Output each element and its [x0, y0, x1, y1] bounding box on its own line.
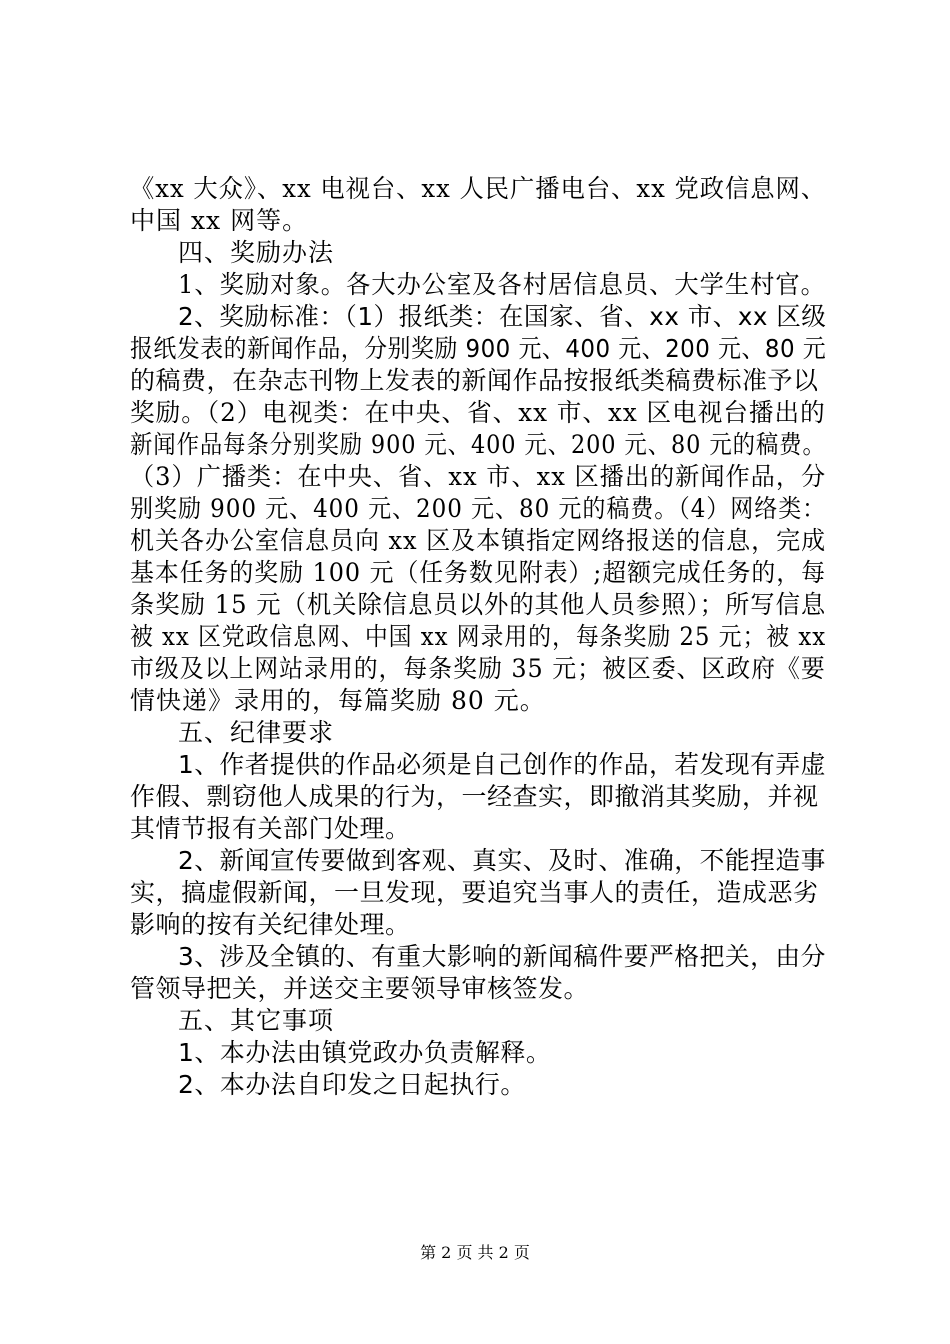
text-line: 的稿费，在杂志刊物上发表的新闻作品按报纸类稿费标准予以	[130, 366, 819, 395]
text-line: 2、本办法自印发之日起执行。	[178, 1070, 526, 1099]
text-line: 作假、剽窃他人成果的行为，一经查实，即撤消其奖励，并视	[130, 782, 819, 811]
page-number-footer: 第 2 页 共 2 页	[420, 1243, 530, 1262]
text-line: 被 xx 区党政信息网、中国 xx 网录用的，每条奖励 25 元；被 xx	[130, 622, 827, 651]
text-line: 1、本办法由镇党政办负责解释。	[178, 1038, 552, 1067]
text-line: 报纸发表的新闻作品，分别奖励 900 元、400 元、200 元、80 元	[130, 334, 827, 363]
text-line: 中国 xx 网等。	[130, 206, 309, 235]
section-heading: 五、纪律要求	[178, 718, 335, 747]
text-line: 奖励。（2）电视类：在中央、省、xx 市、xx 区电视台播出的	[130, 398, 826, 427]
text-line: 2、奖励标准：（1）报纸类：在国家、省、xx 市、xx 区级	[178, 302, 827, 331]
section-heading: 四、奖励办法	[178, 238, 335, 267]
text-line: （3）广播类：在中央、省、xx 市、xx 区播出的新闻作品，分	[130, 462, 827, 491]
text-line: 《xx 大众》、xx 电视台、xx 人民广播电台、xx 党政信息网、	[130, 174, 827, 203]
text-line: 1、奖励对象。各大办公室及各村居信息员、大学生村官。	[178, 270, 826, 299]
text-line: 机关各办公室信息员向 xx 区及本镇指定网络报送的信息，完成	[130, 526, 827, 555]
text-line: 市级及以上网站录用的，每条奖励 35 元；被区委、区政府《要	[130, 654, 826, 683]
text-line: 条奖励 15 元（机关除信息员以外的其他人员参照）；所写信息	[130, 590, 827, 619]
text-line: 管领导把关，并送交主要领导审核签发。	[130, 974, 590, 1003]
text-line: 情快递》录用的，每篇奖励 80 元。	[130, 686, 546, 715]
text-line: 2、新闻宣传要做到客观、真实、及时、准确，不能捏造事	[178, 846, 826, 875]
text-line: 影响的按有关纪律处理。	[130, 910, 411, 939]
text-line: 新闻作品每条分别奖励 900 元、400 元、200 元、80 元的稿费。	[130, 430, 826, 459]
text-line: 实，搞虚假新闻，一旦发现，要追究当事人的责任，造成恶劣	[130, 878, 819, 907]
text-line: 其情节报有关部门处理。	[130, 814, 411, 843]
text-line: 3、涉及全镇的、有重大影响的新闻稿件要严格把关，由分	[178, 942, 826, 971]
text-line: 1、作者提供的作品必须是自己创作的作品，若发现有弄虚	[178, 750, 826, 779]
text-line: 别奖励 900 元、400 元、200 元、80 元的稿费。（4）网络类：	[130, 494, 827, 523]
section-heading: 五、其它事项	[178, 1006, 335, 1035]
text-line: 基本任务的奖励 100 元（任务数见附表）;超额完成任务的，每	[130, 558, 827, 587]
